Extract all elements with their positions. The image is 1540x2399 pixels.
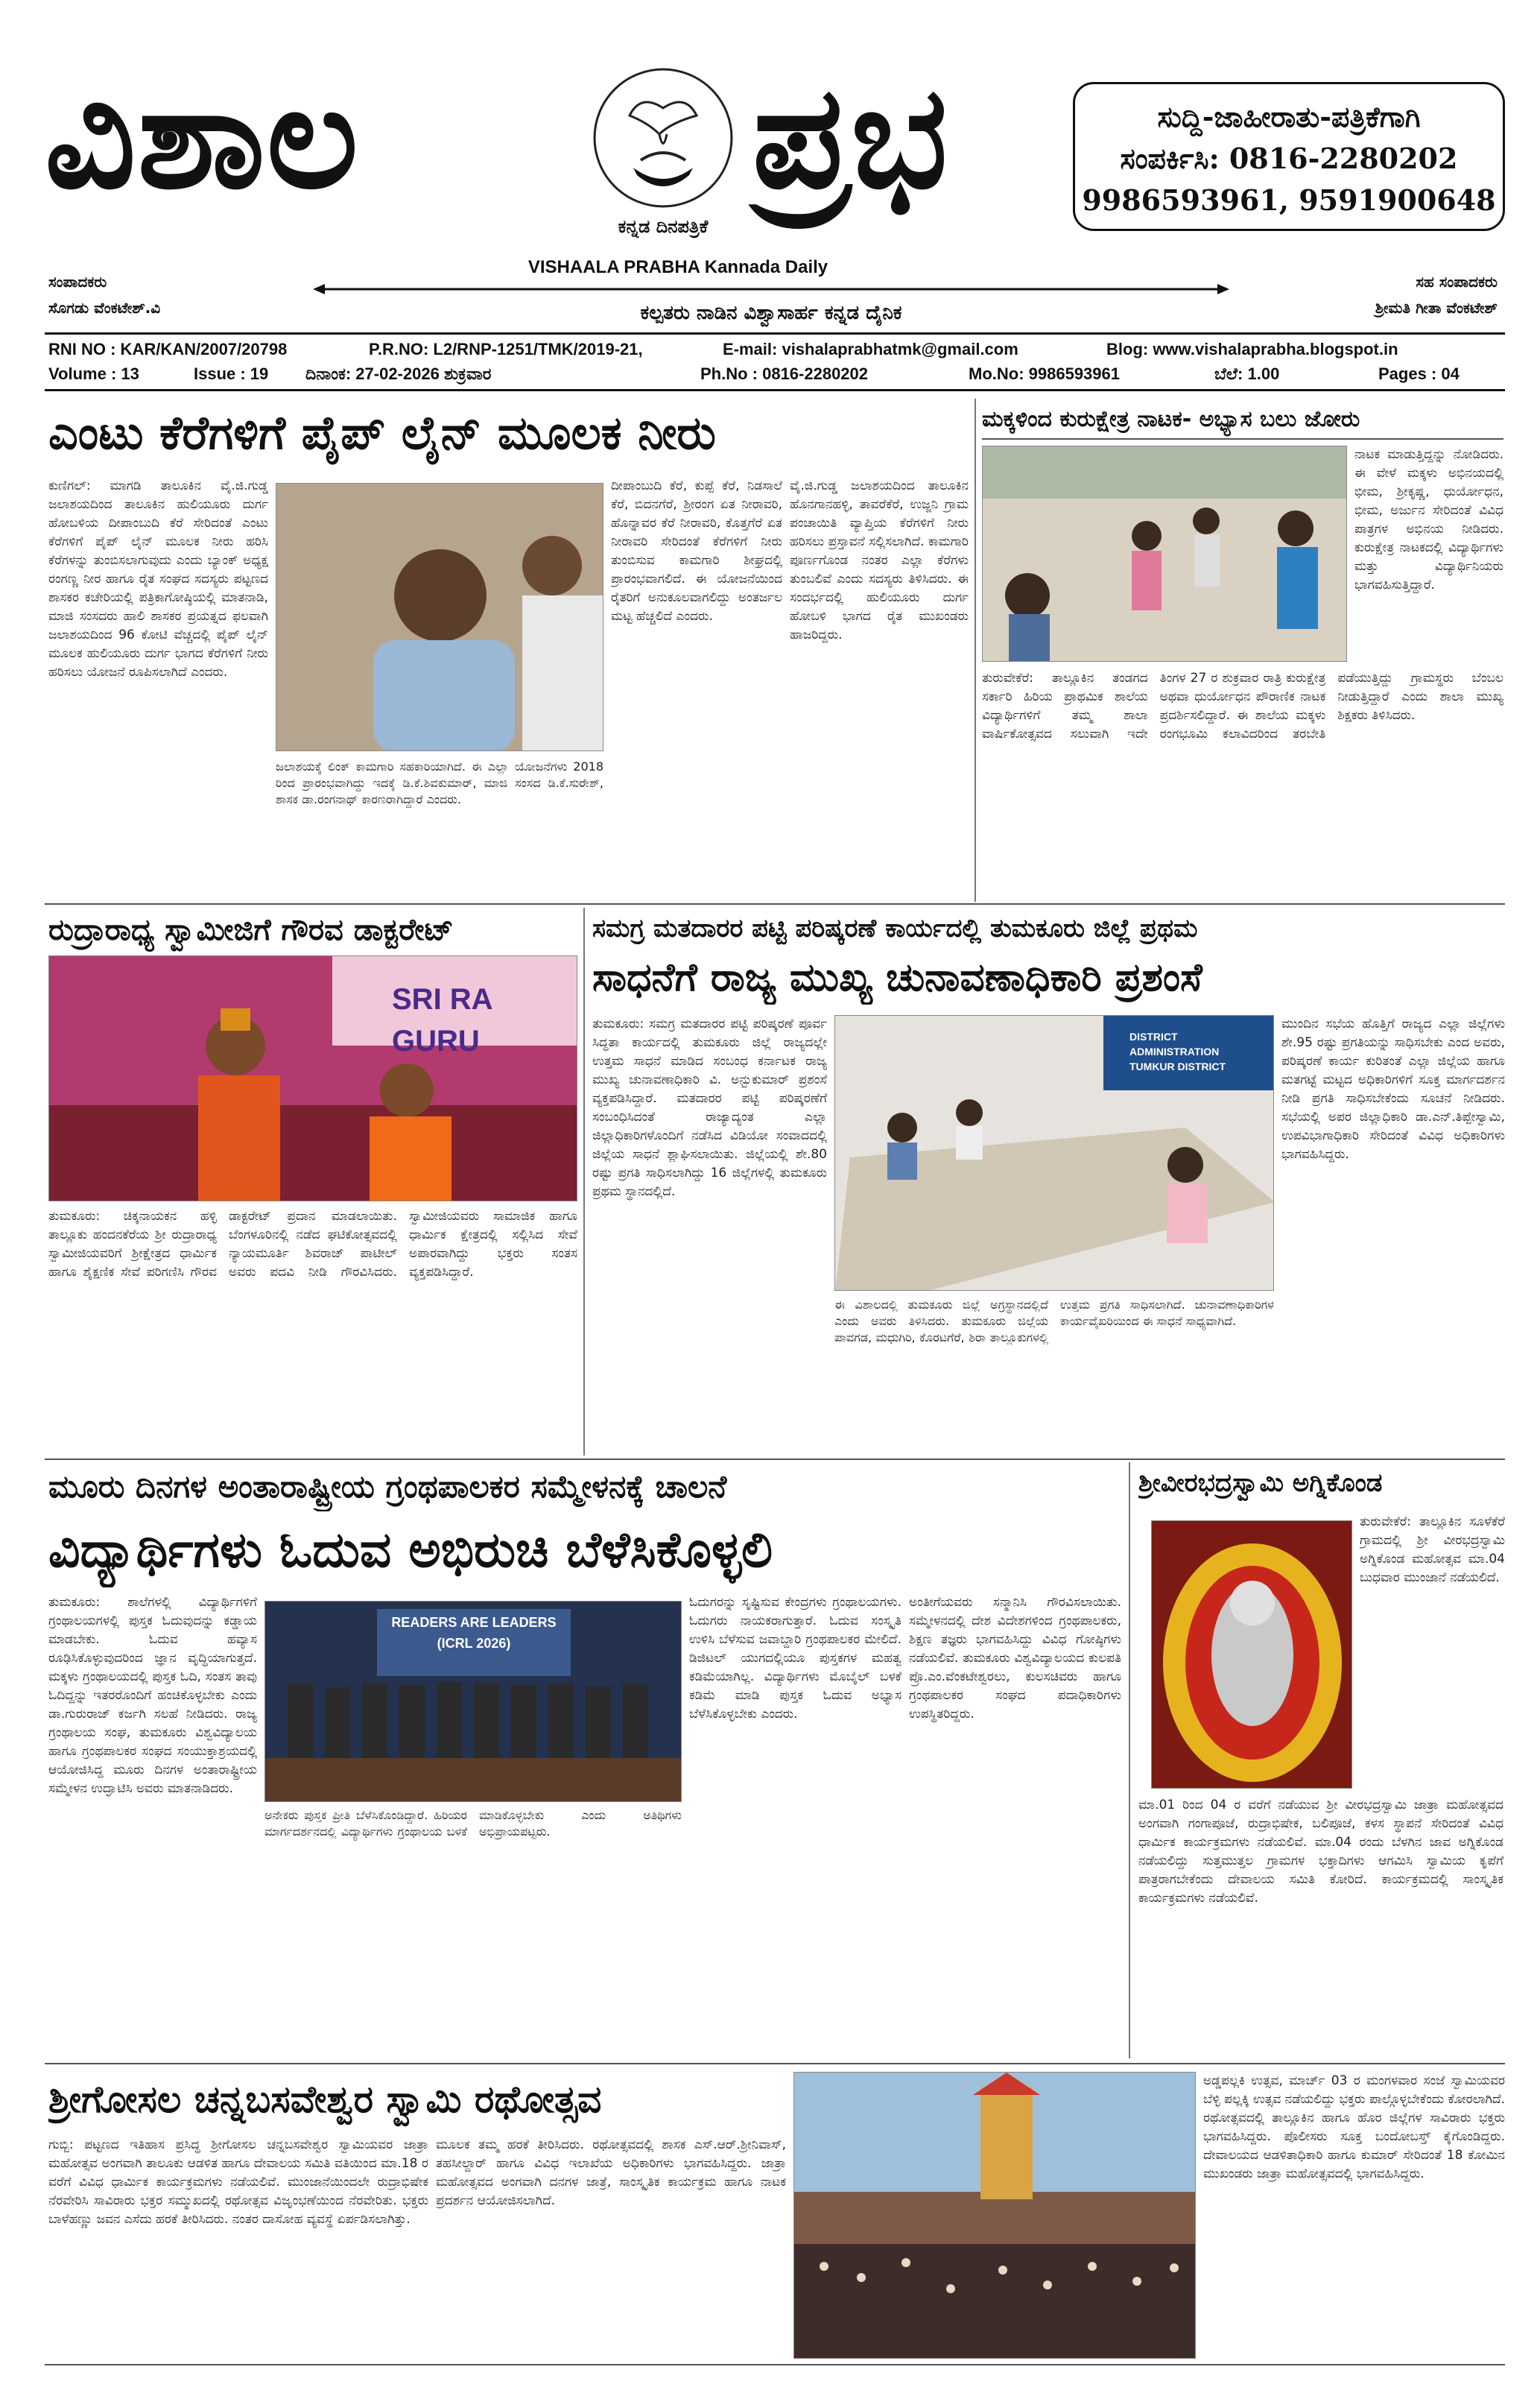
article-4-photo-label: DISTRICT ADMINISTRATION TUMKUR DISTRICT xyxy=(1129,1031,1226,1072)
column-separator xyxy=(975,399,976,902)
co-editor-name: ಶ್ರೀಮತಿ ಗೀತಾ ವೆಂಕಟೇಶ್ xyxy=(1375,299,1498,317)
volume: Volume : 13 xyxy=(48,364,139,383)
divider xyxy=(45,903,1505,905)
phone: Ph.No : 0816-2280202 xyxy=(700,364,869,383)
blog: Blog: www.vishalaprabha.blogspot.in xyxy=(1106,340,1398,358)
article-7-text-right: ಅಡ್ಡಪಲ್ಲಕಿ ಉತ್ಸವ, ಮಾರ್ಚ್ 03 ರ ಮಂಗಳವಾರ ಸಂಜೆ ಸ್ವಾಮಿಯವರ ಬೆಳ್ಳಿ ಪಲ್ಲಕ್ಕಿ ಉತ್ಸವ ನಡೆಯಲಿದ್ದು ಭಕ್ತರು ಪಾಲ್ಗೊಳ್ಳಬೇಕೆಂದು ಕೋರಲಾಗಿದೆ. ರಥೋತ್ಸವದಲ್ಲಿ ತಾಲ್ಲೂಕಿನ ಹಾಗೂ ಹೊರ ಜಿಲ್ಲೆಗಳ ಸಾವಿರಾರು ಭಕ್ತರು ಭಾಗವಹಿಸಿದ್ದರು. ಪೊಲೀಸರು ಸೂಕ್ತ ಬಂದೋಬಸ್ತ್ ಕೈಗೊಂಡಿದ್ದರು. ದೇವಾಲಯದ ಆಡಳಿತಾಧಿಕಾರಿ ಹಾಗೂ ಕುಮಾರ್ ಸೇರಿದಂತೆ 18 ಕೋಮಿನ ಮುಖಂಡರು ಜಾತ್ರಾ ಮಹೋತ್ಸವದಲ್ಲಿ ಭಾಗವಹಿಸಿದ್ದರು. xyxy=(1203,2073,1505,2181)
co-editor-label: ಸಹ ಸಂಪಾದಕರು xyxy=(1416,273,1498,291)
deity-photo-icon xyxy=(1152,1521,1352,1789)
article-4-caption: ಈ ವಿಶಾಲದಲ್ಲಿ ತುಮಕೂರು ಜಿಲ್ಲೆ ಅಗ್ರಸ್ಥಾನದಲ್ಲಿದೆ ಎಂದು ಅವರು ತಿಳಿಸಿದರು. ತುಮಕೂರು ಜಿಲ್ಲೆಯ ಪಾವಗಡ, ಮಧುಗಿರಿ, ಕೊರಟಗೆರೆ, ಶಿರಾ ತಾಲ್ಲೂಕುಗಳಲ್ಲಿ ಉತ್ತಮ ಪ್ರಗತಿ ಸಾಧಿಸಲಾಗಿದೆ. ಚುನಾವಣಾಧಿಕಾರಿಗಳ ಕಾರ್ಯವೈಖರಿಯಿಂದ ಈ ಸಾಧನೆ ಸಾಧ್ಯವಾಗಿದೆ. xyxy=(834,1298,1274,1344)
article-5-headline-1: ಮೂರು ದಿನಗಳ ಅಂತಾರಾಷ್ಟ್ರೀಯ ಗ್ರಂಥಪಾಲಕರ ಸಮ್ಮೇಳನಕ್ಕೆ ಚಾಲನೆ xyxy=(48,1468,727,1505)
article-4-headline-1: ಸಮಗ್ರ ಮತದಾರರ ಪಟ್ಟಿ ಪರಿಷ್ಕರಣೆ ಕಾರ್ಯದಲ್ಲಿ ತುಮಕೂರು ಜಿಲ್ಲೆ ಪ್ರಥಮ xyxy=(592,914,1198,944)
article-6-photo xyxy=(1151,1520,1352,1789)
article-4-text-left: ತುಮಕೂರು: ಸಮಗ್ರ ಮತದಾರರ ಪಟ್ಟಿ ಪರಿಷ್ಕರಣೆ ಪೂರ್ವ ಸಿದ್ಧತಾ ಕಾರ್ಯದಲ್ಲಿ ತುಮಕೂರು ಜಿಲ್ಲೆ ರಾಜ್ಯದಲ್ಲೇ ಉತ್ತಮ ಸಾಧನೆ ಮಾಡಿದ ಸಂಬಂಧ ಕರ್ನಾಟಕ ರಾಜ್ಯ ಮುಖ್ಯ ಚುನಾವಣಾಧಿಕಾರಿ ವಿ. ಅನ್ಬುಕುಮಾರ್ ಪ್ರಶಂಸೆ ವ್ಯಕ್ತಪಡಿಸಿದ್ದಾರೆ. ಮತದಾರರ ಪಟ್ಟಿ ಪರಿಷ್ಕರಣೆಗೆ ಸಂಬಂಧಿಸಿದಂತೆ ರಾಜ್ಯಾದ್ಯಂತ ಎಲ್ಲಾ ಜಿಲ್ಲಾಧಿಕಾರಿಗಳೊಂದಿಗೆ ನಡೆಸಿದ ವಿಡಿಯೋ ಸಂವಾದದಲ್ಲಿ ಜಿಲ್ಲೆಯ ಸಾಧನೆ ಶ್ಲಾಘಿಸಲಾಯಿತು. ಜಿಲ್ಲೆಯಲ್ಲಿ ಶೇ.80 ರಷ್ಟು ಪ್ರಗತಿ ಸಾಧಿಸಲಾಗಿದ್ದು 16 ಜಿಲ್ಲೆಗಳಲ್ಲಿ ತುಮಕೂರು ಪ್ರಥಮ ಸ್ಥಾನದಲ್ಲಿದೆ. xyxy=(592,1017,827,1199)
divider xyxy=(45,389,1505,391)
email: E-mail: vishalaprabhatmk@gmail.com xyxy=(723,340,1018,358)
article-7-text-mid: ಮೂಲಕ ತಮ್ಮ ಹರಕೆ ತೀರಿಸಿದರು. ರಥೋತ್ಸವದಲ್ಲಿ ಶಾಸಕ ಎಸ್.ಆರ್.ಶ್ರೀನಿವಾಸ್, ತಹಸೀಲ್ದಾರ್ ಹಾಗೂ ವಿವಿಧ ಇಲಾಖೆಯ ಅಧಿಕಾರಿಗಳು ಭಾಗವಹಿಸಿದ್ದರು. ಜಾತ್ರಾ ಮಹೋತ್ಸವದ ಅಂಗವಾಗಿ ದನಗಳ ಜಾತ್ರೆ, ಸಾಂಸ್ಕೃತಿಕ ಕಾರ್ಯಕ್ರಮ ಹಾಗೂ ನಾಟಕ ಪ್ರದರ್ಶನ ಆಯೋಜಿಸಲಾಗಿದೆ. xyxy=(436,2137,786,2208)
masthead-subtitle-en: VISHAALA PRABHA Kannada Daily xyxy=(527,257,828,277)
article-3-photo xyxy=(48,955,577,1201)
masthead xyxy=(0,0,1540,388)
masthead-subtitle-kn: ಕನ್ನಡ ದಿನಪತ್ರಿಕೆ xyxy=(618,216,709,237)
article-5-text-mid: ಓದುಗರನ್ನು ಸೃಷ್ಟಿಸುವ ಕೇಂದ್ರಗಳು ಗ್ರಂಥಾಲಯಗಳು. ಓದುಗರು ನಾಯಕರಾಗುತ್ತಾರೆ. ಓದುವ ಸಂಸ್ಕೃತಿ ಉಳಿಸಿ ಬೆಳೆಸುವ ಜವಾಬ್ದಾರಿ ಗ್ರಂಥಪಾಲಕರ ಮೇಲಿದೆ. ಡಿಜಿಟಲ್ ಯುಗದಲ್ಲಿಯೂ ಪುಸ್ತಕಗಳ ಮಹತ್ವ ಕಡಿಮೆಯಾಗಿಲ್ಲ. ವಿದ್ಯಾರ್ಥಿಗಳು ಮೊಬೈಲ್ ಬಳಕೆ ಕಡಿಮೆ ಮಾಡಿ ಪುಸ್ತಕ ಓದುವ ಅಭ್ಯಾಸ ಬೆಳೆಸಿಕೊಳ್ಳಬೇಕು ಎಂದರು. xyxy=(689,1595,901,1722)
article-2-text: ತುರುವೇಕೆರೆ: ತಾಲ್ಲೂಕಿನ ತಂಡಗದ ಸರ್ಕಾರಿ ಹಿರಿಯ ಪ್ರಾಥಮಿಕ ಶಾಲೆಯ ವಿದ್ಯಾರ್ಥಿಗಳಿಗೆ ತಮ್ಮ ಶಾಲಾ ವಾರ್ಷಿಕೋತ್ಸವದ ಸಲುವಾಗಿ ಇದೇ ತಿಂಗಳ 27 ರ ಶುಕ್ರವಾರ ರಾತ್ರಿ ಕುರುಕ್ಷೇತ್ರ ಅಥವಾ ಧುರ್ಯೋಧನ ಪೌರಾಣಿಕ ನಾಟಕ ಪ್ರದರ್ಶಿಸಲಿದ್ದಾರೆ. ಈ ಶಾಲೆಯ ಮಕ್ಕಳು ರಂಗಭೂಮಿ ಕಲಾವಿದರಿಂದ ತರಬೇತಿ ಪಡೆಯುತ್ತಿದ್ದು ಗ್ರಾಮಸ್ಥರು ಬೆಂಬಲ ನೀಡುತ್ತಿದ್ದಾರೆ ಎಂದು ಶಾಲಾ ಮುಖ್ಯ ಶಿಕ್ಷಕರು ತಿಳಿಸಿದರು. xyxy=(982,671,1503,742)
article-2-headline: ಮಕ್ಕಳಿಂದ ಕುರುಕ್ಷೇತ್ರ ನಾಟಕ- ಅಭ್ಯಾಸ ಬಲು ಜೋರು xyxy=(982,406,1360,432)
article-6-side-text: ತುರುವೇಕೆರೆ: ತಾಲ್ಲೂಕಿನ ಸೂಳೆಕೆರೆ ಗ್ರಾಮದಲ್ಲಿ ಶ್ರೀ ವೀರಭದ್ರಸ್ವಾಮಿ ಅಗ್ನಿಕೊಂಡ ಮಹೋತ್ಸವ ಮಾ.04 ಬುಧವಾರ ಮುಂಜಾನೆ ನಡೆಯಲಿದೆ. xyxy=(1360,1514,1505,1585)
tagline: ಕಲ್ಪತರು ನಾಡಿನ ವಿಶ್ವಾಸಾರ್ಹ ಕನ್ನಡ ದೈನಿಕ xyxy=(640,302,902,324)
divider xyxy=(45,1458,1505,1460)
article-5-photo-banner: READERS ARE LEADERS (ICRL 2026) xyxy=(391,1615,557,1651)
issue: Issue : 19 xyxy=(194,364,269,383)
masthead-title-right: ಪ್ರಭ xyxy=(752,55,949,220)
date: ದಿನಾಂಕ: 27-02-2026 ಶುಕ್ರವಾರ xyxy=(305,364,492,383)
article-5-headline-2: ವಿದ್ಯಾರ್ಥಿಗಳು ಓದುವ ಅಭಿರುಚಿ ಬೆಳೆಸಿಕೊಳ್ಳಲಿ xyxy=(48,1521,773,1578)
tagline-arrow-line xyxy=(313,282,1229,297)
column-separator xyxy=(583,908,585,1455)
editor-label: ಸಂಪಾದಕರು xyxy=(48,273,107,291)
divider xyxy=(45,2063,1505,2064)
divider xyxy=(982,438,1503,440)
rni-number: RNI NO : KAR/KAN/2007/20798 xyxy=(48,340,288,358)
pr-number: P.R.NO: L2/RNP-1251/TMK/2019-21, xyxy=(369,340,643,358)
article-6-headline: ಶ್ರೀವೀರಭದ್ರಸ್ವಾಮಿ ಅಗ್ನಿಕೊಂಡ xyxy=(1138,1468,1383,1498)
contact-line-2: ಸಂಪರ್ಕಿಸಿ: 0816-2280202 xyxy=(1120,142,1458,175)
article-1-text-mid: ದೀಪಾಂಬುದಿ ಕೆರೆ, ಕುಪ್ಪೆ ಕೆರೆ, ನಿಡಸಾಲೆ ಕೆರೆ, ಬಿದನಗೆರೆ, ಶ್ರೀರಂಗ ಏತ ನೀರಾವರಿ, ಹೊನ್ನಾವರ ಕೆರೆ ನೀರಾವರಿ, ಕೊತ್ತಗೆರೆ ಏತ ನೀರಾವರಿ ಸೇರಿದಂತೆ ಕೆರೆಗಳಿಗೆ ನೀರು ತುಂಬಿಸುವ ಕಾಮಗಾರಿ ಶೀಘ್ರದಲ್ಲಿ ಪ್ರಾರಂಭವಾಗಲಿದೆ. ಈ ಯೋಜನೆಯಿಂದ ರೈತರಿಗೆ ಅನುಕೂಲವಾಗಲಿದ್ದು ಅಂತರ್ಜಲ ಮಟ್ಟ ಹೆಚ್ಚಲಿದೆ ಎಂದರು. xyxy=(611,478,782,624)
article-1-headline: ಎಂಟು ಕೆರೆಗಳಿಗೆ ಪೈಪ್ ಲೈನ್ ಮೂಲಕ ನೀರು xyxy=(48,405,716,460)
contact-box xyxy=(1073,82,1505,231)
dove-logo-icon xyxy=(589,63,738,212)
article-3-photo-banner: SRI RA GURU xyxy=(392,983,492,1058)
article-7-headline: ಶ್ರೀಗೋಸಲ ಚನ್ನಬಸವೇಶ್ವರ ಸ್ವಾಮಿ ರಥೋತ್ಸವ xyxy=(48,2078,602,2121)
article-4-photo xyxy=(834,1015,1274,1291)
divider xyxy=(45,332,1505,335)
article-1-photo xyxy=(276,483,603,751)
contact-line-1: ಸುದ್ದಿ-ಜಾಹೀರಾತು-ಪತ್ರಿಕೆಗಾಗಿ xyxy=(1157,100,1421,133)
article-2-photo xyxy=(982,446,1347,662)
article-2-side-text: ನಾಟಕ ಮಾಡುತ್ತಿದ್ದನ್ನು ನೋಡಿದರು. ಈ ವೇಳೆ ಮಕ್ಕಳು ಅಭಿನಯದಲ್ಲಿ ಭೀಮ, ಶ್ರೀಕೃಷ್ಣ, ಧುರ್ಯೋಧನ, ಭೀಮ, ಅರ್ಜುನ ಸೇರಿದಂತೆ ವಿವಿಧ ಪಾತ್ರಗಳ ಅಭಿನಯ ನೀಡಿದರು. ಕುರುಕ್ಷೇತ್ರ ನಾಟಕದಲ್ಲಿ ವಿದ್ಯಾರ್ಥಿಗಳು ಮತ್ತು ವಿದ್ಯಾರ್ಥಿನಿಯರು ಭಾಗವಹಿಸುತ್ತಿದ್ದಾರೆ. xyxy=(1354,447,1503,592)
mobile: Mo.No: 9986593961 xyxy=(969,364,1120,383)
masthead-title-left: ವಿಶಾಲ xyxy=(45,55,360,220)
article-1-text-left: ಕುಣಿಗಲ್: ಮಾಗಡಿ ತಾಲೂಕಿನ ವೈ.ಜಿ.ಗುಡ್ಡ ಜಲಾಶಯದಿಂದ ತಾಲೂಕಿನ ಹುಲಿಯೂರು ದುರ್ಗ ಹೋಬಳಿಯ ದೀಪಾಂಬುದಿ ಕೆರೆ ಸೇರಿದಂತೆ ಎಂಟು ಕೆರೆಗಳಿಗೆ ಪೈಪ್ ಲೈನ್ ಮೂಲಕ ನೀರು ಹರಿಸಿ ಕೆರೆಗಳನ್ನು ತುಂಬಿಸಲಾಗುವುದು ಎಂದು ಬ್ಯಾಂಕ್ ಅಧ್ಯಕ್ಷ ರಂಗಣ್ಣ ನೀರ ಹಾಗೂ ರೈತ ಸಂಘದ ಸದಸ್ಯರು ಪಟ್ಟಣದ ಶಾಸಕರ ಕಚೇರಿಯಲ್ಲಿ ಪತ್ರಿಕಾಗೋಷ್ಠಿಯಲ್ಲಿ ಮಾತನಾಡಿ, ಮಾಜಿ ಸಂಸದರು ಹಾಲಿ ಶಾಸಕರ ಪ್ರಯತ್ನದ ಫಲವಾಗಿ ಜಲಾಶಯದಿಂದ 96 ಕೋಟಿ ವೆಚ್ಚದಲ್ಲಿ ಪೈಪ್ ಲೈನ್ ಮೂಲಕ ಹುಲಿಯೂರು ದುರ್ಗ ಭಾಗದ ಕೆರೆಗಳಿಗೆ ನೀರು ಹರಿಸಲು ಯೋಜನೆ ರೂಪಿಸಲಾಗಿದೆ ಎಂದರು. xyxy=(48,478,268,680)
contact-line-3: 9986593961, 9591900648 xyxy=(1082,183,1496,217)
article-3-text: ತುಮಕೂರು: ಚಿಕ್ಕನಾಯಕನ ಹಳ್ಳಿ ತಾಲ್ಲೂಕು ಹಂದನಕೆರೆಯ ಶ್ರೀ ರುದ್ರಾರಾಧ್ಯ ಸ್ವಾಮೀಜಿಯವರಿಗೆ ಶ್ರೀಕ್ಷೇತ್ರದ ಧಾರ್ಮಿಕ ಹಾಗೂ ಶೈಕ್ಷಣಿಕ ಸೇವೆ ಪರಿಗಣಿಸಿ ಗೌರವ ಡಾಕ್ಟರೇಟ್ ಪ್ರದಾನ ಮಾಡಲಾಯಿತು. ಬೆಂಗಳೂರಿನಲ್ಲಿ ನಡೆದ ಘಟಿಕೋತ್ಸವದಲ್ಲಿ ನ್ಯಾಯಮೂರ್ತಿ ಶಿವರಾಜ್ ಪಾಟೀಲ್ ಅವರು ಪದವಿ ನೀಡಿ ಗೌರವಿಸಿದರು. ಸ್ವಾಮೀಜಿಯವರು ಸಾಮಾಜಿಕ ಹಾಗೂ ಧಾರ್ಮಿಕ ಕ್ಷೇತ್ರದಲ್ಲಿ ಸಲ್ಲಿಸಿದ ಸೇವೆ ಅಪಾರವಾಗಿದ್ದು ಭಕ್ತರು ಸಂತಸ ವ್ಯಕ್ತಪಡಿಸಿದ್ದಾರೆ. xyxy=(48,1209,577,1280)
article-3-headline: ರುದ್ರಾರಾಧ್ಯ ಸ್ವಾಮೀಜಿಗೆ ಗೌರವ ಡಾಕ್ಟರೇಟ್ xyxy=(48,913,454,947)
article-6-text: ಮಾ.01 ರಿಂದ 04 ರ ವರೆಗೆ ನಡೆಯುವ ಶ್ರೀ ವೀರಭದ್ರಸ್ವಾಮಿ ಜಾತ್ರಾ ಮಹೋತ್ಸವದ ಅಂಗವಾಗಿ ಗಂಗಾಪೂಜೆ, ರುದ್ರಾಭಿಷೇಕ, ಬಲಿಪೂಜೆ, ಕಳಸ ಸ್ಥಾಪನೆ ಸೇರಿದಂತೆ ವಿವಿಧ ಧಾರ್ಮಿಕ ಕಾರ್ಯಕ್ರಮಗಳು ನಡೆಯಲಿವೆ. ಮಾ.04 ರಂದು ಬೆಳಗಿನ ಜಾವ ಅಗ್ನಿಕೊಂಡ ನಡೆಯಲಿದ್ದು ಸುತ್ತಮುತ್ತಲ ಗ್ರಾಮಗಳ ಭಕ್ತಾದಿಗಳು ಆಗಮಿಸಿ ಸ್ವಾಮಿಯ ಕೃಪೆಗೆ ಪಾತ್ರರಾಗಬೇಕೆಂದು ದೇವಾಲಯ ಸಮಿತಿ ಕೋರಿದೆ. ಕಾರ್ಯಕ್ರಮದಲ್ಲಿ ಸಾಂಸ್ಕೃತಿಕ ಕಾರ್ಯಕ್ರಮಗಳು ನಡೆಯಲಿವೆ. xyxy=(1138,1798,1503,1906)
price: ಬೆಲೆ: 1.00 xyxy=(1214,364,1280,383)
article-1-text-right: ವೈ.ಜಿ.ಗುಡ್ಡ ಜಲಾಶಯದಿಂದ ತಾಲೂಕಿನ ಹೊನಗಾನಹಳ್ಳಿ, ತಾವರೆಕೆರೆ, ಉಜ್ಜನಿ ಗ್ರಾಮ ಪಂಚಾಯಿತಿ ವ್ಯಾಪ್ತಿಯ ಕೆರೆಗಳಿಗೆ ನೀರು ಹರಿಸಲು ಪ್ರಸ್ತಾವನೆ ಸಲ್ಲಿಸಲಾಗಿದೆ. ಕಾಮಗಾರಿ ಪೂರ್ಣಗೊಂಡ ನಂತರ ಎಲ್ಲಾ ಕೆರೆಗಳು ತುಂಬಲಿವೆ ಎಂದು ಸದಸ್ಯರು ತಿಳಿಸಿದರು. ಈ ಸಂದರ್ಭದಲ್ಲಿ ಹುಲಿಯೂರು ದುರ್ಗ ಹೋಬಳಿ ಭಾಗದ ರೈತ ಮುಖಂಡರು ಹಾಜರಿದ್ದರು. xyxy=(790,478,969,642)
people-photo-icon xyxy=(276,484,603,751)
article-4-headline-2: ಸಾಧನೆಗೆ ರಾಜ್ಯ ಮುಖ್ಯ ಚುನಾವಣಾಧಿಕಾರಿ ಪ್ರಶಂಸೆ xyxy=(592,955,1202,1000)
chariot-festival-photo-icon xyxy=(794,2073,1196,2359)
article-4-text-right: ಮುಂದಿನ ಸಭೆಯ ಹೊತ್ತಿಗೆ ರಾಜ್ಯದ ಎಲ್ಲಾ ಜಿಲ್ಲೆಗಳು ಶೇ.95 ರಷ್ಟು ಪ್ರಗತಿಯನ್ನು ಸಾಧಿಸಬೇಕು ಎಂದ ಅವರು, ಪರಿಷ್ಕರಣೆ ಕಾರ್ಯ ಕುರಿತಂತೆ ಎಲ್ಲಾ ಜಿಲ್ಲೆಯ ಹಾಗೂ ಮತಗಟ್ಟೆ ಮಟ್ಟದ ಅಧಿಕಾರಿಗಳಿಗೆ ಸೂಕ್ತ ಮಾರ್ಗದರ್ಶನ ನೀಡಿ ಪ್ರಗತಿ ಸಾಧಿಸಬೇಕೆಂದು ಸೂಚನೆ ನೀಡಿದರು. ಸಭೆಯಲ್ಲಿ ಅಪರ ಜಿಲ್ಲಾಧಿಕಾರಿ ಡಾ.ಎನ್.ತಿಪ್ಪೇಸ್ವಾಮಿ, ಉಪವಿಭಾಗಾಧಿಕಾರಿ ಸೇರಿದಂತೆ ವಿವಿಧ ಅಧಿಕಾರಿಗಳು ಭಾಗವಹಿಸಿದ್ದರು. xyxy=(1281,1017,1505,1162)
article-7-photo xyxy=(793,2072,1196,2359)
divider xyxy=(45,2364,1505,2365)
article-7-text: ಗುಬ್ಬಿ: ಪಟ್ಟಣದ ಇತಿಹಾಸ ಪ್ರಸಿದ್ಧ ಶ್ರೀಗೋಸಲ ಚನ್ನಬಸವೇಶ್ವರ ಸ್ವಾಮಿಯವರ ಜಾತ್ರಾ ಮಹೋತ್ಸವ ಅಂಗವಾಗಿ ತಾಲೂಕು ಆಡಳಿತ ಹಾಗೂ ದೇವಾಲಯ ಸಮಿತಿ ವತಿಯಿಂದ ಮಾ.18 ರ ವರೆಗೆ ವಿವಿಧ ಧಾರ್ಮಿಕ ಕಾರ್ಯಕ್ರಮಗಳು ನಡೆಯಲಿವೆ. ಮುಂಜಾನೆಯಿಂದಲೇ ರುದ್ರಾಭಿಷೇಕ ನೆರವೇರಿಸಿ ಸಾವಿರಾರು ಭಕ್ತರ ಸಮ್ಮುಖದಲ್ಲಿ ರಥೋತ್ಸವ ವಿಜೃಂಭಣೆಯಿಂದ ನೆರವೇರಿತು. ಭಕ್ತರು ಬಾಳೆಹಣ್ಣು ಜವನ ಎಸೆದು ಹರಕೆ ತೀರಿಸಿದರು. ನಂತರ ದಾಸೋಹ ವ್ಯವಸ್ಥೆ ಏರ್ಪಡಿಸಲಾಗಿತ್ತು. xyxy=(48,2137,428,2227)
article-5-caption: ಅನೇಕರು ಪುಸ್ತಕ ಪ್ರೀತಿ ಬೆಳೆಸಿಕೊಂಡಿದ್ದಾರೆ. ಹಿರಿಯರ ಮಾರ್ಗದರ್ಶನದಲ್ಲಿ ವಿದ್ಯಾರ್ಥಿಗಳು ಗ್ರಂಥಾಲಯ ಬಳಕೆ ಮಾಡಿಕೊಳ್ಳಬೇಕು ಎಂದು ಅತಿಥಿಗಳು ಅಭಿಪ್ರಾಯಪಟ್ಟರು. xyxy=(264,1808,682,1839)
article-5-photo xyxy=(264,1601,682,1802)
article-1-caption: ಜಲಾಶಯಕ್ಕೆ ಲಿಂಕ್ ಕಾಮಗಾರಿ ಸಹಕಾರಿಯಾಗಿದೆ. ಈ ಎಲ್ಲಾ ಯೋಜನೆಗಳು 2018 ರಿಂದ ಪ್ರಾರಂಭವಾಗಿದ್ದು ಇದಕ್ಕೆ ಡಿ.ಕೆ.ಶಿವಕುಮಾರ್, ಮಾಜಿ ಸಂಸದ ಡಿ.ಕೆ.ಸುರೇಶ್, ಶಾಸಕ ಡಾ.ರಂಗನಾಥ್ ಕಾರಣರಾಗಿದ್ದಾರೆ ಎಂದರು. xyxy=(276,759,603,806)
pages: Pages : 04 xyxy=(1378,364,1460,383)
article-5-text-right: ಅಂತೀಗೆಯವರು ಸನ್ಮಾನಿಸಿ ಗೌರವಿಸಲಾಯಿತು. ಸಮ್ಮೇಳನದಲ್ಲಿ ದೇಶ ವಿದೇಶಗಳಿಂದ ಗ್ರಂಥಪಾಲಕರು, ಶಿಕ್ಷಣ ತಜ್ಞರು ಭಾಗವಹಿಸಿದ್ದು ವಿವಿಧ ಗೋಷ್ಠಿಗಳು ನಡೆಯಲಿವೆ. ತುಮಕೂರು ವಿಶ್ವವಿದ್ಯಾಲಯದ ಕುಲಪತಿ ಪ್ರೊ.ಎಂ.ವೆಂಕಟೇಶ್ವರಲು, ಕುಲಸಚಿವರು ಹಾಗೂ ಗ್ರಂಥಪಾಲಕರ ಸಂಘದ ಪದಾಧಿಕಾರಿಗಳು ಉಪಸ್ಥಿತರಿದ್ದರು. xyxy=(909,1595,1121,1722)
column-separator xyxy=(1129,1462,1130,2058)
children-play-photo-icon xyxy=(983,446,1347,662)
editor-name: ಸೊಗಡು ವೆಂಕಟೇಶ್.ವಿ xyxy=(48,299,161,317)
article-5-text-left: ತುಮಕೂರು: ಶಾಲೆಗಳಲ್ಲಿ ವಿದ್ಯಾರ್ಥಿಗಳಿಗೆ ಗ್ರಂಥಾಲಯಗಳಲ್ಲಿ ಪುಸ್ತಕ ಓದುವುದನ್ನು ಕಡ್ಡಾಯ ಮಾಡಬೇಕು. ಓದುವ ಹವ್ಯಾಸ ರೂಢಿಸಿಕೊಳ್ಳುವುದರಿಂದ ಜ್ಞಾನ ವೃದ್ಧಿಯಾಗುತ್ತದೆ. ಮಕ್ಕಳು ಗ್ರಂಥಾಲಯದಲ್ಲಿ ಪುಸ್ತಕ ಓದಿ, ಸಂತಸ ತಾವು ಓದಿದ್ದನ್ನು ಇತರರೊಂದಿಗೆ ಹಂಚಿಕೊಳ್ಳಬೇಕು ಎಂದು ಡಾ.ಗುರುರಾಜ್ ಕರ್ಜಗಿ ಸಲಹೆ ನೀಡಿದರು. ರಾಜ್ಯ ಗ್ರಂಥಾಲಯ ಸಂಘ, ತುಮಕೂರು ವಿಶ್ವವಿದ್ಯಾಲಯ ಹಾಗೂ ಗ್ರಂಥಪಾಲಕರ ಸಂಘದ ಸಂಯುಕ್ತಾಶ್ರಯದಲ್ಲಿ ಆಯೋಜಿಸಿದ್ದ ಮೂರು ದಿನಗಳ ಅಂತಾರಾಷ್ಟ್ರೀಯ ಸಮ್ಮೇಳನ ಉದ್ಘಾಟಿಸಿ ಅವರು ಮಾತನಾಡಿದರು. xyxy=(48,1595,257,1796)
